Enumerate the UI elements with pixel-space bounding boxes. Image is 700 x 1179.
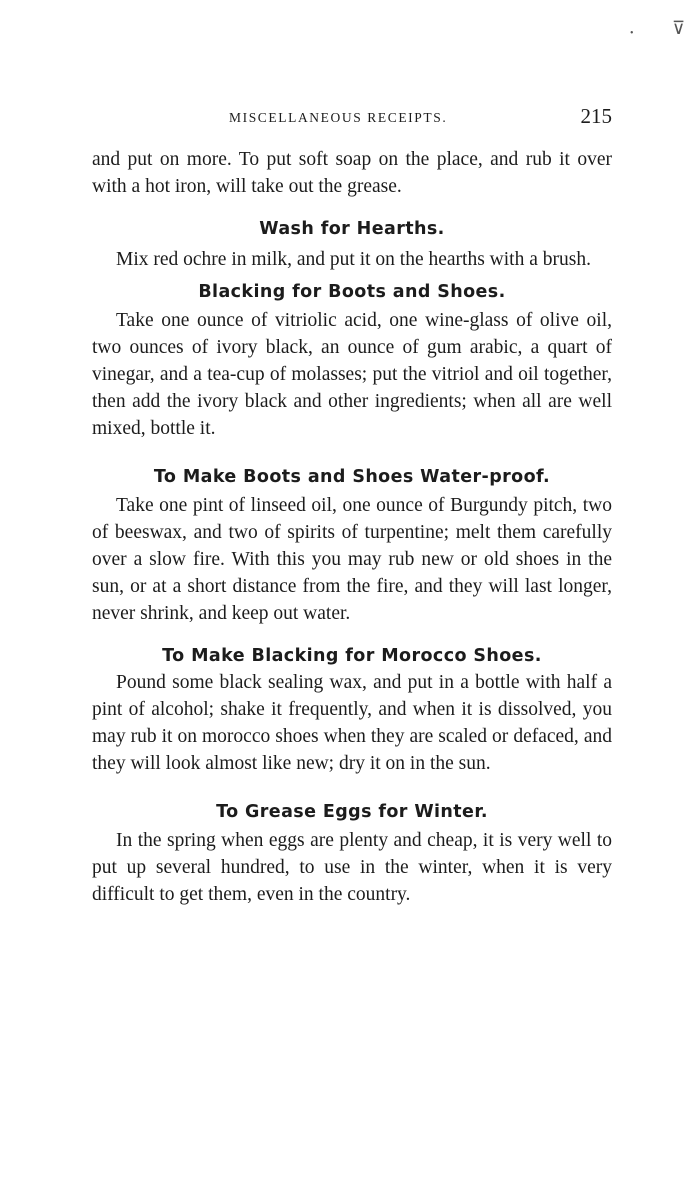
- heading-grease-eggs: To Grease Eggs for Winter.: [216, 802, 488, 822]
- paragraph-waterproof-boots: Take one pint of linseed oil, one ounce of Burgundy pitch, two of beeswax, and two of spirits of turpentine; melt them carefully over a slow fire. With this you may rub new or old shoes in the sun, or at a short distance from the fire, and they will last longer, never shrink, and keep out water.: [92, 495, 612, 624]
- paragraph-grease-eggs: In the spring when eggs are plenty and cheap, it is very well to put up several hundred, to use in the winter, when it is very difficult to get them, even in the country.: [92, 830, 612, 905]
- paragraph-blacking-boots-shoes: Take one ounce of vitriolic acid, one wine-glass of olive oil, two ounces of ivory black, an ounce of gum arabic, a quart of vinegar, and a tea-cup of molasses; put the vitriol and oil together, then add the ivory black and other ingredients; when all are well mixed, bottle it.: [92, 310, 612, 439]
- paragraph-wash-for-hearths: Mix red ochre in milk, and put it on the hearths with a brush.: [116, 249, 591, 270]
- continuation-paragraph: and put on more. To put soft soap on the place, and rub it over with a hot iron, will take out the grease.: [92, 149, 612, 197]
- heading-morocco-blacking: To Make Blacking for Morocco Shoes.: [162, 646, 542, 666]
- page-number: 215: [580, 104, 612, 128]
- running-head: [92, 104, 612, 134]
- heading-waterproof-boots: To Make Boots and Shoes Water-proof.: [153, 467, 551, 487]
- page-speck: •: [630, 28, 634, 39]
- corner-mark: ⊽: [672, 18, 686, 38]
- heading-wash-for-hearths: Wash for Hearths.: [259, 219, 445, 239]
- paragraph-morocco-blacking: Pound some black sealing wax, and put in a bottle with half a pint of alcohol; shake it frequently, and when it is dissolved, you may rub it on morocco shoes when they are scaled or defaced, and they will look almost like new; dry it on in the sun.: [92, 672, 612, 774]
- running-title: MISCELLANEOUS RECEIPTS.: [229, 110, 448, 125]
- page-body: [92, 146, 612, 908]
- heading-blacking-boots-shoes: Blacking for Boots and Shoes.: [198, 282, 506, 302]
